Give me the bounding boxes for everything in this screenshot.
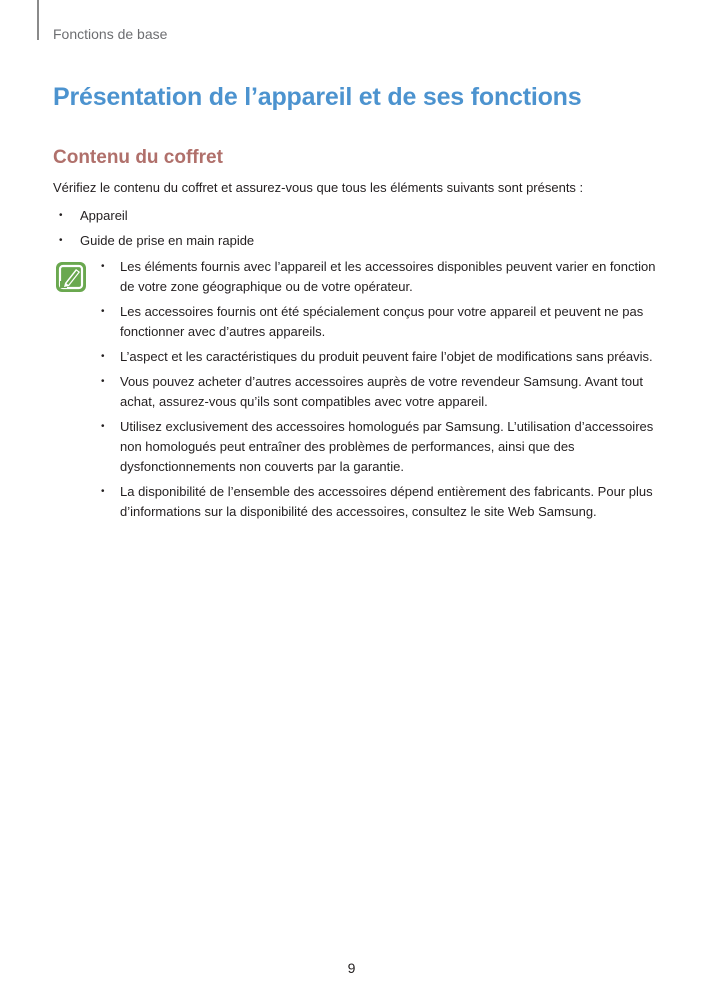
page-title: Présentation de l’appareil et de ses fonctions (53, 83, 582, 111)
bullet: • (59, 235, 63, 246)
note-item (101, 372, 661, 412)
section-heading: Contenu du coffret (53, 147, 223, 168)
note-item-text: Vous pouvez acheter d’autres accessoires auprès de votre revendeur Samsung. Avant tout achat, assurez-vous qu’ils sont compatibles avec votre appareil. (120, 374, 643, 409)
box-contents-list (53, 206, 254, 256)
note-item (101, 417, 661, 477)
note-item-text: Les éléments fournis avec l’appareil et les accessoires disponibles peuvent varier en fonction de votre zone géographique ou de votre opérateur. (120, 259, 656, 294)
list-item-text: Appareil (80, 208, 128, 223)
note-item-text: Les accessoires fournis ont été spécialement conçus pour votre appareil et peuvent ne pas fonctionner avec d’autres appareils. (120, 304, 644, 339)
note-item (101, 482, 661, 522)
note-pencil-icon (55, 261, 87, 293)
bullet: • (101, 421, 105, 432)
list-item (53, 206, 254, 231)
bullet: • (101, 486, 105, 497)
bullet: • (101, 306, 105, 317)
note-item-text: La disponibilité de l’ensemble des accessoires dépend entièrement des fabricants. Pour plus d’informations sur la disponibilité des accessoires, consultez le site Web Samsung. (120, 484, 653, 519)
running-header: Fonctions de base (53, 26, 168, 42)
note-item-text: L’aspect et les caractéristiques du produit peuvent faire l’objet de modifications sans préavis. (120, 349, 653, 364)
note-item (101, 257, 661, 297)
note-item (101, 347, 661, 367)
bullet: • (101, 261, 105, 272)
bullet: • (59, 210, 63, 221)
note-item-text: Utilisez exclusivement des accessoires homologués par Samsung. L’utilisation d’accessoires non homologués peut entraîner des problèmes de performances, ainsi que des dysfonctionnements non couverts par la garantie. (120, 419, 654, 474)
bullet: • (101, 376, 105, 387)
section-intro: Vérifiez le contenu du coffret et assurez-vous que tous les éléments suivants sont présents : (53, 180, 584, 195)
bullet: • (101, 351, 105, 362)
list-item-text: Guide de prise en main rapide (80, 233, 255, 248)
list-item (53, 231, 254, 256)
margin-rule (37, 0, 39, 40)
note-list (101, 257, 661, 527)
note-item (101, 302, 661, 342)
page-number: 9 (347, 960, 356, 976)
